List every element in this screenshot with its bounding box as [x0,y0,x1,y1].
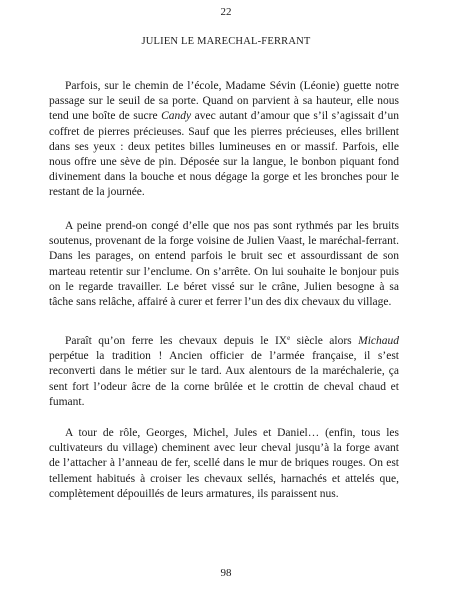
paragraph-4 [49,426,399,502]
paragraph-1-text-rest: avec autant d’amour que s’il s’agissait d’un coffret de pierres précieuses. Sauf que les pierres précieuses, elles brillent dans ses yeux : deux petites billes lumineuses en or massif. Parfois, elle nous offre une sève de pin. Déposée sur la langue, le bonbon piquant fond divinement dans la bouche et nous dégage la gorge et les bronches pour le restant de la journée. [49,110,399,199]
paragraph-2 [49,219,399,310]
paragraph-4-text: A tour de rôle, Georges, Michel, Jules et Daniel… (enfin, tous les cultivateurs du village) cheminent avec leur cheval jusqu’à la forge avant de l’attacher à l’anneau de fer, scellé dans le mur de briques rouges. On est tellement habitués à croiser les chevaux sellés, harnachés et attelés que, complètement dépouillés de leurs armatures, ils paraissent nus. [49,427,399,500]
paragraph-1 [49,79,399,201]
paragraph-3 [49,334,399,410]
paragraph-3-text-a: Paraît qu’on ferre les chevaux depuis le IX [65,335,288,347]
paragraph-1-text: Parfois, sur le chemin de l’école, Madame Sévin (Léonie) guette notre passage sur le seuil de sa porte. Quand on parvient à sa hauteur, elle nous tend une boîte de sucre [49,80,399,123]
paragraph-3-text-rest: perpétue la tradition ! Ancien officier de l’armée française, il s’est reconverti dans le métier sur le tard. Aux alentours de la maréchalerie, ça sent fort l’odeur âcre de la corne brûlée et le crottin de cheval chaud et fumant. [49,350,399,408]
paragraph-3-text-b: siècle alors [290,335,359,347]
paragraph-1-italic: Candy [161,110,192,123]
paragraph-3-superscript: e [287,334,291,342]
paragraph-3-italic: Michaud [358,335,399,347]
bottom-page-number: 98 [220,567,232,579]
top-page-number: 22 [220,6,232,18]
paragraph-2-text: A peine prend-on congé d’elle que nos pas sont rythmés par les bruits soutenus, provenant de la forge voisine de Julien Vaast, le maréchal-ferrant. Dans les parages, on entend parfois le bruit sec et assourdissant de son marteau retentir sur l’enclume. On s’arrête. On lui souhaite le bonjour puis on le regarde travailler. Le béret vissé sur le crâne, Julien besogne à sa tâche sans relâche, affairé à curer et ferrer l’un des dix chevaux du village. [49,220,399,309]
running-header-title: JULIEN LE MARECHAL-FERRANT [141,36,311,47]
